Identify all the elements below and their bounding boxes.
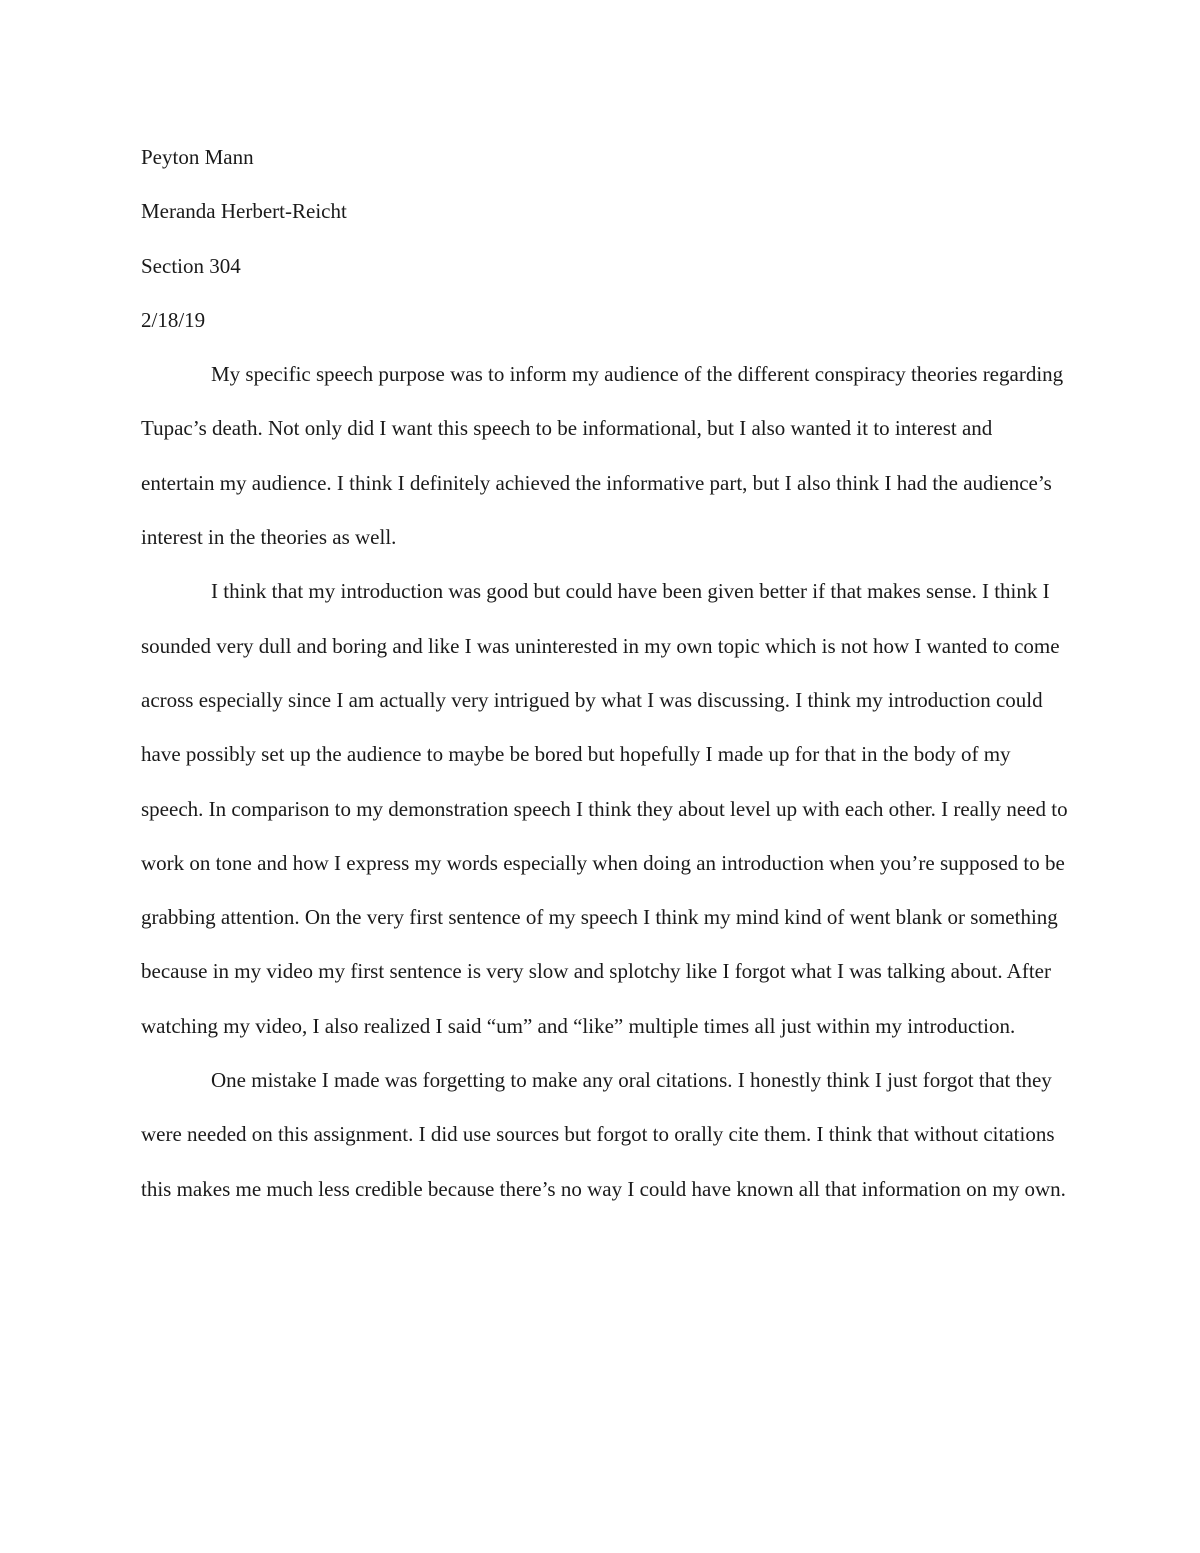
document-body [141,130,1071,1216]
student-name: Peyton Mann [141,145,254,169]
instructor-name: Meranda Herbert-Reicht [141,199,347,224]
course-section: Section 304 [141,253,241,278]
paragraph-1: My specific speech purpose was to inform my audience of the different conspiracy theories regarding Tupac’s death. Not only did I want this speech to be informational, but I also wanted it to interest and entertain my audience. I think I definitely achieved the informative part, but I also think I had the audience’s interest in the theories as well. [141,362,1064,550]
date: 2/18/19 [141,307,206,332]
paragraph-2: I think that my introduction was good but could have been given better if that makes sense. I think I sounded very dull and boring and like I was uninterested in my own topic which is not how I wanted to come across especially since I am actually very intrigued by what I was discussing. I think my introduction could have possibly set up the audience to maybe be bored but hopefully I made up for that in the body of my speech. In comparison to my demonstration speech I think they about level up with each other. I really need to work on tone and how I express my words especially when doing an introduction when you’re supposed to be grabbing attention. On the very first sentence of my speech I think my mind kind of went blank or something because in my video my first sentence is very slow and splotchy like I forgot what I was talking about. After watching my video, I also realized I said “um” and “like” multiple times all just within my introduction. [141,579,1068,1038]
paragraph-3: One mistake I made was forgetting to make any oral citations. I honestly think I just forgot that they were needed on this assignment. I did use sources but forgot to orally cite them. I think that without citations this makes me much less credible because there’s no way I could have known all that information on my own. [141,1068,1066,1201]
